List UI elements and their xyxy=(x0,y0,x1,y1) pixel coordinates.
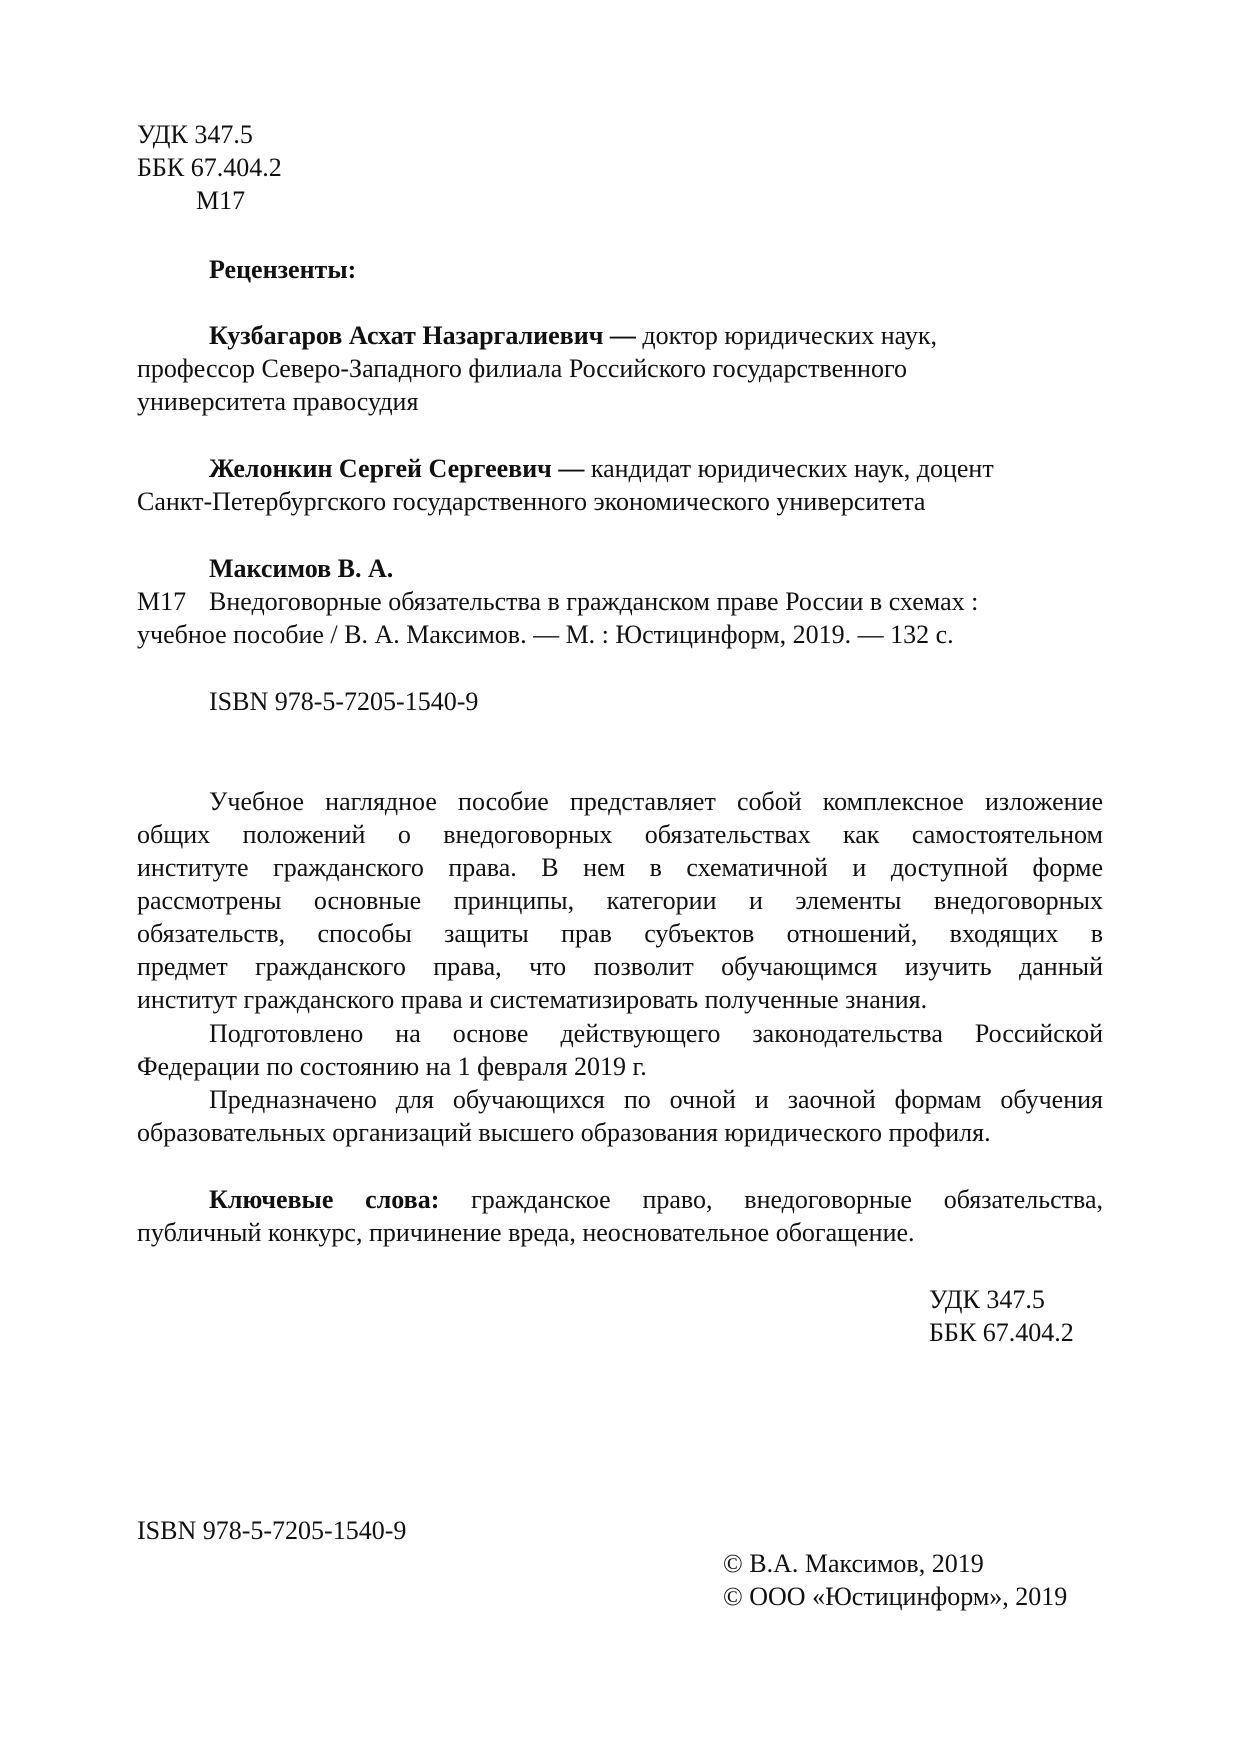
annotation-p1-line: Учебное наглядное пособие представляет собой комплексное изложение xyxy=(209,787,1103,816)
annotation-paragraph-1 xyxy=(137,785,1103,1016)
reviewer-1 xyxy=(137,319,1103,418)
reviewer-2 xyxy=(137,452,1103,518)
annotation-p1-line: рассмотрены основные принципы, категории и элементы внедоговорных xyxy=(137,886,1103,915)
keywords-paragraph xyxy=(137,1183,1103,1249)
bib-author: Максимов В. А. xyxy=(209,554,394,583)
annotation-paragraph-3 xyxy=(137,1083,1103,1149)
udk-code-bottom: УДК 347.5 xyxy=(929,1285,1045,1314)
reviewer-2-name: Желонкин Сергей Сергеевич — xyxy=(209,454,585,483)
reviewer-1-desc-1: доктор юридических наук, xyxy=(642,321,937,350)
annotation-p2-line: Подготовлено на основе действующего законодательства Российской xyxy=(209,1019,1103,1048)
bib-line-2: учебное пособие / В. А. Максимов. — М. : Юстицинформ, 2019. — 132 с. xyxy=(137,620,954,649)
annotation-p1-line: институт гражданского права и систематизировать полученные знания. xyxy=(137,985,928,1014)
udk-code-top: УДК 347.5 xyxy=(137,120,253,149)
bbk-code-top: ББК 67.404.2 xyxy=(137,153,282,182)
annotation-p1-line: обязательств, способы защиты прав субъектов отношений, входящих в xyxy=(137,919,1103,948)
keywords-label: Ключевые слова: xyxy=(209,1185,440,1214)
annotation-p1-line: общих положений о внедоговорных обязательствах как самостоятельном xyxy=(137,820,1103,849)
bib-mark: М17 xyxy=(137,587,187,616)
annotation-p3-line: Предназначено для обучающихся по очной и заочной формам обучения xyxy=(209,1085,1103,1114)
author-mark-top: М17 xyxy=(196,186,246,215)
bib-line-1: Внедоговорные обязательства в гражданском праве России в схемах : xyxy=(209,587,979,616)
annotation-p1-line: институте гражданского права. В нем в схематичной и доступной форме xyxy=(137,853,1103,882)
annotation-paragraph-2 xyxy=(137,1017,1103,1083)
copyright-publisher: © ООО «Юстицинформ», 2019 xyxy=(723,1582,1068,1611)
reviewer-1-desc-2: профессор Северо-Западного филиала Российского государственного xyxy=(137,354,907,383)
keywords-line-1: гражданское право, внедоговорные обязательства, xyxy=(471,1185,1104,1214)
reviewer-1-name: Кузбагаров Асхат Назаргалиевич — xyxy=(209,321,636,350)
reviewers-heading: Рецензенты: xyxy=(209,255,357,284)
bbk-code-bottom: ББК 67.404.2 xyxy=(929,1318,1074,1347)
bib-isbn: ISBN 978-5-7205-1540-9 xyxy=(209,687,479,716)
annotation-p2-line: Федерации по состоянию на 1 февраля 2019 г. xyxy=(137,1052,647,1081)
keywords-line-2: публичный конкурс, причинение вреда, неосновательное обогащение. xyxy=(137,1218,915,1247)
bottom-isbn: ISBN 978-5-7205-1540-9 xyxy=(137,1516,407,1545)
copyright-author: © В.А. Максимов, 2019 xyxy=(723,1549,984,1578)
annotation-p1-line: предмет гражданского права, что позволит обучающимся изучить данный xyxy=(137,952,1103,981)
annotation-p3-line: образовательных организаций высшего образования юридического профиля. xyxy=(137,1118,991,1147)
reviewer-2-desc-2: Санкт-Петербургского государственного экономического университета xyxy=(137,487,926,516)
reviewer-2-desc-1: кандидат юридических наук, доцент xyxy=(590,454,994,483)
reviewer-1-desc-3: университета правосудия xyxy=(137,387,419,416)
